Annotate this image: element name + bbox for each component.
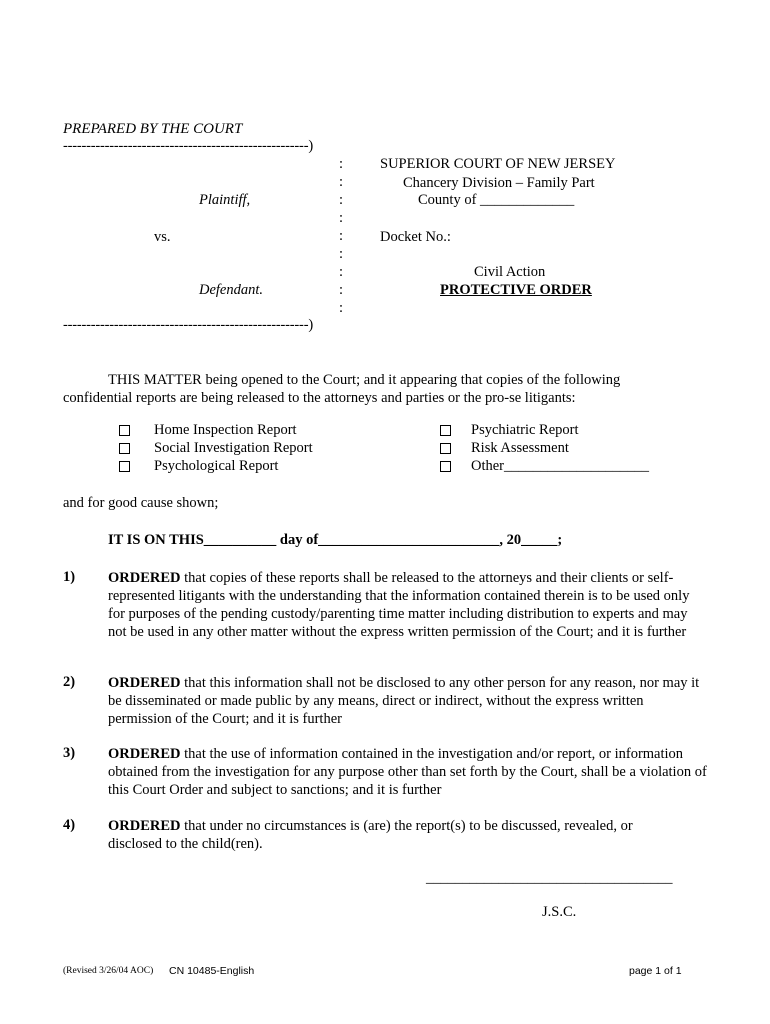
caption-colon: : [338,264,344,280]
caption-colon: : [338,228,344,244]
revision-note: (Revised 3/26/04 AOC) [63,966,154,976]
report-option[interactable] [440,440,569,459]
caption-colon: : [338,174,344,190]
defendant-label: Defendant. [199,282,264,298]
report-option[interactable] [440,422,579,441]
court-name: SUPERIOR COURT OF NEW JERSEY [380,156,616,172]
order-paragraph [108,817,668,853]
order-lead: ORDERED [108,570,181,586]
signature-line: __________________________________ [426,870,673,886]
county-field: County of _____________ [418,192,575,208]
order-text: that under no circumstances is (are) the report(s) to be discussed, revealed, or disclosed to the child(ren). [108,818,633,852]
report-option[interactable] [440,458,650,477]
checkbox[interactable] [119,461,130,472]
checkbox[interactable] [440,443,451,454]
caption-colon: : [338,246,344,262]
caption-dash-line-top: -----------------------------------------------------) [63,138,313,154]
order-text: that copies of these reports shall be released to the attorneys and their clients or self-represented litigants with the understanding that the information contained therein is to be used only for purposes of the pending custody/parenting time matter including distribution to experts and may not be used in any other matter without the express written permission of the Court; and it is further [108,570,690,640]
page-number: page 1 of 1 [629,965,682,977]
order-number: 3) [63,745,76,761]
caption-colon: : [338,300,344,316]
caption-colon: : [338,282,344,298]
caption-colon: : [338,210,344,226]
date-line: IT IS ON THIS__________ day of_________________________, 20_____; [108,532,563,548]
caption-dash-line-bottom: -----------------------------------------------------) [63,317,313,333]
report-label: Other____________________ [471,458,650,474]
report-label: Risk Assessment [471,440,569,456]
judge-title: J.S.C. [542,904,577,920]
order-number: 4) [63,817,76,833]
report-label: Psychological Report [154,458,279,474]
order-number: 1) [63,569,76,585]
checkbox[interactable] [119,425,130,436]
report-option[interactable] [119,422,297,441]
order-paragraph [108,674,708,728]
prepared-by-label: PREPARED BY THE COURT [63,121,243,137]
order-lead: ORDERED [108,675,181,691]
checkbox[interactable] [440,425,451,436]
report-option[interactable] [119,440,313,459]
civil-action-label: Civil Action [474,264,546,280]
order-text: that this information shall not be disclosed to any other person for any reason, nor may it be disseminated or made public by any means, direct or indirect, without the express written permission of the Court; and it is further [108,675,700,727]
intro-text: THIS MATTER being opened to the Court; and it appearing that copies of the following confidential reports are being released to the attorneys and parties or the pro-se litigants: [63,372,621,406]
intro-paragraph [63,371,683,407]
court-division: Chancery Division – Family Part [403,175,595,191]
report-option[interactable] [119,458,279,477]
vs-label: vs. [154,229,171,245]
report-label: Social Investigation Report [154,440,313,456]
plaintiff-label: Plaintiff, [199,192,251,208]
order-lead: ORDERED [108,746,181,762]
order-title: PROTECTIVE ORDER [440,282,592,298]
checkbox[interactable] [119,443,130,454]
checkbox[interactable] [440,461,451,472]
order-paragraph [108,569,708,641]
good-cause-text: and for good cause shown; [63,495,219,511]
caption-colon: : [338,156,344,172]
order-lead: ORDERED [108,818,181,834]
report-label: Home Inspection Report [154,422,297,438]
caption-colon: : [338,192,344,208]
order-text: that the use of information contained in the investigation and/or report, or information obtained from the investigation for any purpose other than set forth by the Court, shall be a violation of this Court Order and subject to sanctions; and it is further [108,746,707,798]
order-number: 2) [63,674,76,690]
report-label: Psychiatric Report [471,422,579,438]
order-paragraph [108,745,708,799]
form-number: CN 10485-English [169,965,255,977]
docket-number: Docket No.: [380,229,451,245]
